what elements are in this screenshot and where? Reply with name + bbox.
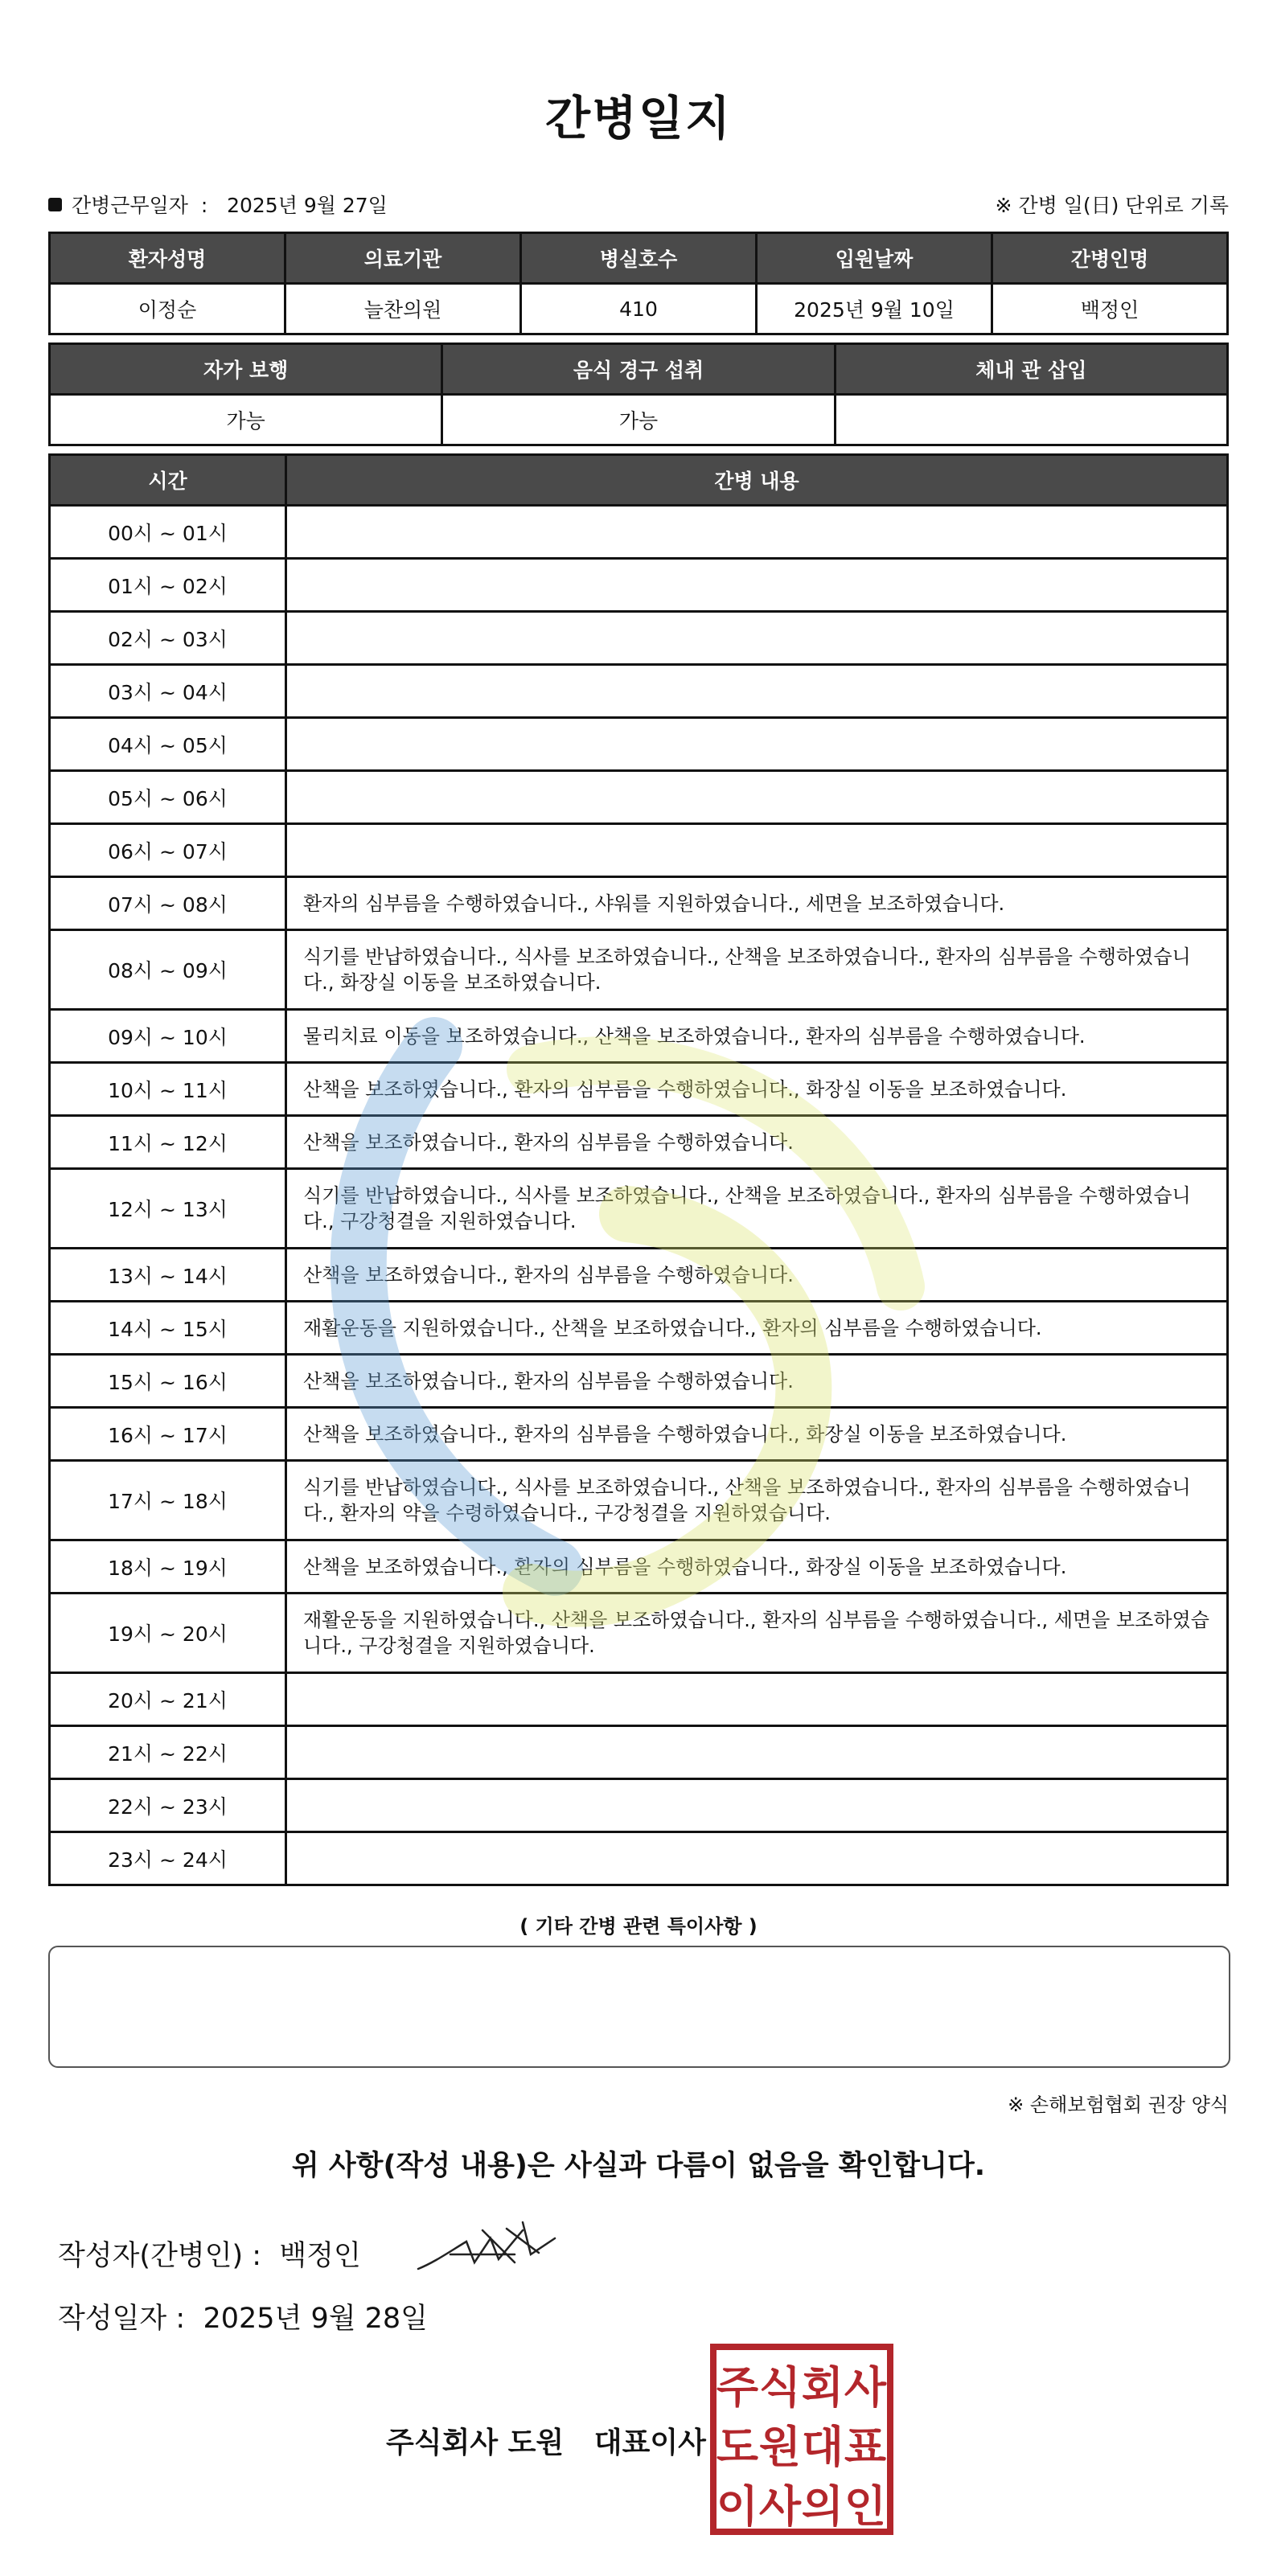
special-notes-label: ( 기타 간병 관련 특이사항 ) bbox=[519, 1915, 758, 1938]
care-log-table bbox=[48, 453, 1229, 1886]
header-institution: 의료기관 bbox=[285, 233, 521, 284]
time-cell: 10시 ~ 11시 bbox=[50, 1063, 286, 1116]
walking-value: 가능 bbox=[50, 395, 442, 445]
time-cell: 06시 ~ 07시 bbox=[50, 824, 286, 877]
table-row bbox=[50, 1461, 1228, 1540]
table-row bbox=[50, 1779, 1228, 1832]
time-cell: 08시 ~ 09시 bbox=[50, 930, 286, 1010]
content-cell: 산책을 보조하였습니다., 환자의 심부름을 수행하였습니다. bbox=[286, 1355, 1228, 1408]
content-cell: 식기를 반납하였습니다., 식사를 보조하였습니다., 산책을 보조하였습니다., 환자의 심부름을 수행하였습니다., 구강청결을 지원하였습니다. bbox=[286, 1169, 1228, 1249]
work-date bbox=[48, 190, 388, 219]
time-cell: 13시 ~ 14시 bbox=[50, 1249, 286, 1302]
seal-char: 의 bbox=[801, 2481, 844, 2532]
seal-char: 표 bbox=[844, 2422, 887, 2472]
patient-name: 이정순 bbox=[50, 284, 285, 334]
content-cell: 식기를 반납하였습니다., 식사를 보조하였습니다., 산책을 보조하였습니다., 환자의 심부름을 수행하였습니다., 환자의 약을 수령하였습니다., 구강청결을 지원하였습니다. bbox=[286, 1461, 1228, 1540]
content-cell: 재활운동을 지원하였습니다., 산책을 보조하였습니다., 환자의 심부름을 수행하였습니다., 세면을 보조하였습니다., 구강청결을 지원하였습니다. bbox=[286, 1594, 1228, 1673]
content-cell bbox=[286, 1779, 1228, 1832]
time-cell: 21시 ~ 22시 bbox=[50, 1726, 286, 1779]
content-cell bbox=[286, 771, 1228, 824]
time-cell: 19시 ~ 20시 bbox=[50, 1594, 286, 1673]
header-caregiver: 간병인명 bbox=[992, 233, 1228, 284]
time-cell: 05시 ~ 06시 bbox=[50, 771, 286, 824]
signature bbox=[402, 2206, 579, 2295]
time-cell: 23시 ~ 24시 bbox=[50, 1832, 286, 1885]
write-date-label: 작성일자 : bbox=[58, 2303, 186, 2335]
table-row bbox=[50, 1540, 1228, 1594]
time-cell: 03시 ~ 04시 bbox=[50, 665, 286, 718]
time-cell: 15시 ~ 16시 bbox=[50, 1355, 286, 1408]
content-cell: 산책을 보조하였습니다., 환자의 심부름을 수행하였습니다. bbox=[286, 1116, 1228, 1169]
content-cell: 환자의 심부름을 수행하였습니다., 샤워를 지원하였습니다., 세면을 보조하였습니다. bbox=[286, 877, 1228, 930]
time-cell: 16시 ~ 17시 bbox=[50, 1408, 286, 1461]
time-cell: 22시 ~ 23시 bbox=[50, 1779, 286, 1832]
seal-char: 인 bbox=[844, 2481, 887, 2532]
write-date-line bbox=[58, 2296, 428, 2336]
seal-char: 이 bbox=[716, 2481, 759, 2532]
writer-name: 백정인 bbox=[279, 2240, 361, 2272]
content-cell bbox=[286, 1726, 1228, 1779]
time-cell: 07시 ~ 08시 bbox=[50, 877, 286, 930]
content-cell: 산책을 보조하였습니다., 환자의 심부름을 수행하였습니다., 화장실 이동을 보조하였습니다. bbox=[286, 1540, 1228, 1594]
content-cell: 산책을 보조하였습니다., 환자의 심부름을 수행하였습니다., 화장실 이동을 보조하였습니다. bbox=[286, 1408, 1228, 1461]
table-row bbox=[50, 1726, 1228, 1779]
seal-char: 사 bbox=[844, 2362, 887, 2413]
table-row bbox=[50, 1408, 1228, 1461]
header-tube: 체내 관 삽입 bbox=[835, 344, 1227, 395]
table-row bbox=[50, 930, 1228, 1010]
time-cell: 12시 ~ 13시 bbox=[50, 1169, 286, 1249]
patient-status-table bbox=[48, 343, 1229, 446]
seal-char: 주 bbox=[716, 2362, 759, 2413]
company-name: 주식회사 도원 대표이사 bbox=[386, 2426, 706, 2459]
time-cell: 00시 ~ 01시 bbox=[50, 506, 286, 559]
seal-char: 대 bbox=[801, 2422, 844, 2472]
record-note: ※ 간병 일(日) 단위로 기록 bbox=[995, 194, 1229, 217]
table-row bbox=[50, 771, 1228, 824]
table-row bbox=[50, 877, 1228, 930]
header-time: 시간 bbox=[50, 455, 286, 506]
header-oral-intake: 음식 경구 섭취 bbox=[442, 344, 835, 395]
content-cell bbox=[286, 559, 1228, 612]
table-row bbox=[50, 665, 1228, 718]
table-row bbox=[50, 1249, 1228, 1302]
content-cell bbox=[286, 506, 1228, 559]
table-row bbox=[50, 1355, 1228, 1408]
time-cell: 20시 ~ 21시 bbox=[50, 1673, 286, 1726]
table-row bbox=[50, 1169, 1228, 1249]
table-row bbox=[50, 612, 1228, 665]
time-cell: 11시 ~ 12시 bbox=[50, 1116, 286, 1169]
content-cell: 산책을 보조하였습니다., 환자의 심부름을 수행하였습니다. bbox=[286, 1249, 1228, 1302]
seal-char: 사 bbox=[758, 2481, 802, 2532]
content-cell: 산책을 보조하였습니다., 환자의 심부름을 수행하였습니다., 화장실 이동을 보조하였습니다. bbox=[286, 1063, 1228, 1116]
header-walking: 자가 보행 bbox=[50, 344, 442, 395]
work-date-label: 간병근무일자 bbox=[72, 194, 188, 217]
page-title: 간병일지 bbox=[544, 91, 733, 146]
time-cell: 17시 ~ 18시 bbox=[50, 1461, 286, 1540]
recommend-note: ※ 손해보험협회 권장 양식 bbox=[1008, 2094, 1229, 2116]
table-row bbox=[50, 559, 1228, 612]
company-seal bbox=[709, 2343, 894, 2536]
time-cell: 14시 ~ 15시 bbox=[50, 1302, 286, 1355]
table-row bbox=[50, 1116, 1228, 1169]
caregiver-name: 백정인 bbox=[992, 284, 1228, 334]
header-room: 병실호수 bbox=[521, 233, 757, 284]
table-row bbox=[50, 1673, 1228, 1726]
writer-label: 작성자(간병인) : bbox=[58, 2240, 262, 2272]
oral-intake-value: 가능 bbox=[442, 395, 835, 445]
table-row bbox=[50, 1063, 1228, 1116]
content-cell bbox=[286, 1832, 1228, 1885]
time-cell: 09시 ~ 10시 bbox=[50, 1010, 286, 1063]
seal-char: 식 bbox=[758, 2362, 802, 2413]
confirmation-statement: 위 사항(작성 내용)은 사실과 다름이 없음을 확인합니다. bbox=[291, 2150, 986, 2182]
table-row bbox=[50, 718, 1228, 771]
time-cell: 02시 ~ 03시 bbox=[50, 612, 286, 665]
seal-char: 원 bbox=[758, 2422, 802, 2472]
table-row bbox=[50, 506, 1228, 559]
work-date-separator: : bbox=[200, 194, 208, 217]
content-cell bbox=[286, 665, 1228, 718]
table-row bbox=[50, 1832, 1228, 1885]
table-row bbox=[50, 1010, 1228, 1063]
institution: 늘찬의원 bbox=[285, 284, 521, 334]
write-date-value: 2025년 9월 28일 bbox=[203, 2303, 428, 2335]
content-cell bbox=[286, 1673, 1228, 1726]
table-row bbox=[50, 1302, 1228, 1355]
time-cell: 01시 ~ 02시 bbox=[50, 559, 286, 612]
square-bullet-icon bbox=[48, 198, 62, 211]
seal-char: 회 bbox=[801, 2362, 844, 2413]
seal-char: 도 bbox=[716, 2422, 759, 2472]
header-patient-name: 환자성명 bbox=[50, 233, 285, 284]
admission-date: 2025년 9월 10일 bbox=[757, 284, 992, 334]
content-cell: 물리치료 이동을 보조하였습니다., 산책을 보조하였습니다., 환자의 심부름을 수행하였습니다. bbox=[286, 1010, 1228, 1063]
work-date-value: 2025년 9월 27일 bbox=[227, 194, 388, 217]
special-notes-box bbox=[48, 1946, 1230, 2068]
tube-value bbox=[835, 395, 1227, 445]
content-cell bbox=[286, 824, 1228, 877]
room-number: 410 bbox=[521, 284, 757, 334]
header-content: 간병 내용 bbox=[286, 455, 1228, 506]
table-row bbox=[50, 1594, 1228, 1673]
care-log-body bbox=[50, 506, 1228, 1885]
content-cell: 식기를 반납하였습니다., 식사를 보조하였습니다., 산책을 보조하였습니다., 환자의 심부름을 수행하였습니다., 화장실 이동을 보조하였습니다. bbox=[286, 930, 1228, 1010]
patient-info-table bbox=[48, 232, 1229, 335]
writer-line bbox=[58, 2233, 361, 2274]
content-cell bbox=[286, 612, 1228, 665]
time-cell: 04시 ~ 05시 bbox=[50, 718, 286, 771]
time-cell: 18시 ~ 19시 bbox=[50, 1540, 286, 1594]
content-cell bbox=[286, 718, 1228, 771]
table-row bbox=[50, 824, 1228, 877]
header-admission-date: 입원날짜 bbox=[757, 233, 992, 284]
content-cell: 재활운동을 지원하였습니다., 산책을 보조하였습니다., 환자의 심부름을 수행하였습니다. bbox=[286, 1302, 1228, 1355]
